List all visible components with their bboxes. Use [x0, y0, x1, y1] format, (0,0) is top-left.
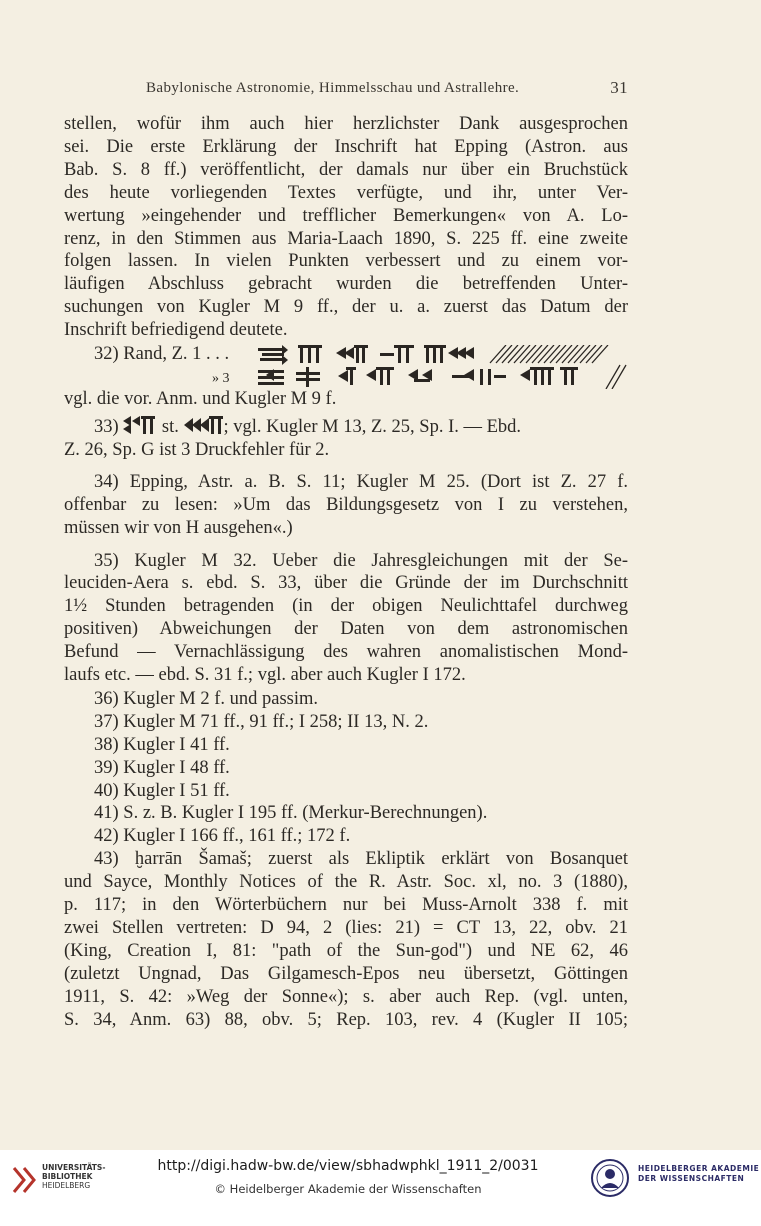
text-line: läufigen Abschluss gebracht wurden die betreffenden Unter- — [64, 274, 628, 295]
text-line: 36) Kugler M 2 f. und passim. — [94, 688, 319, 709]
text-line: 38) Kugler I 41 ff. — [94, 734, 230, 755]
note-32-text — [64, 388, 628, 411]
academy-line: HEIDELBERGER AKADEMIE — [638, 1164, 760, 1173]
text-line: 35) Kugler M 32. Ueber die Jahresgleichungen mit der Se- — [94, 550, 628, 571]
text-line: 40) Kugler I 51 ff. — [94, 780, 230, 801]
library-logo-icon — [10, 1164, 38, 1196]
text-line: Inschrift befriedigend deutete. — [64, 320, 288, 341]
text-line: 1911, S. 42: »Weg der Sonne«); s. aber auch Rep. (vgl. unten, — [64, 986, 628, 1007]
library-line: HEIDELBERG — [42, 1181, 91, 1190]
text-line: 37) Kugler M 71 ff., 91 ff.; I 258; II 13, N. 2. — [94, 711, 429, 732]
text-line: des heute vorliegenden Textes verfügte, und ihr, unter Ver- — [64, 182, 628, 203]
text-line: wertung »eingehender und trefflicher Bemerkungen« von A. Lo- — [64, 205, 628, 226]
text-line: zwei Stellen vertreten: D 94, 2 (lies: 21) = CT 13, 22, obv. 21 — [64, 918, 628, 938]
text-line: 43) ḫarrān Šamaš; zuerst als Ekliptik erklärt von Bosanquet — [94, 849, 628, 870]
text-line: folgen lassen. In vielen Punkten verbessert und zu einem vor- — [64, 251, 628, 272]
text-line: laufs etc. — ebd. S. 31 f.; vgl. aber auch Kugler I 172. — [64, 665, 466, 686]
running-header — [64, 76, 628, 100]
note-35 — [64, 550, 628, 687]
text-line: S. 34, Anm. 63) 88, obv. 5; Rep. 103, rev. 4 (Kugler II 105; — [64, 1009, 628, 1030]
text-line: und Sayce, Monthly Notices of the R. Astr. Soc. xl, no. 3 (1880), — [64, 872, 628, 893]
text-line: offenbar zu lesen: »Um das Bildungsgesetz von I zu verstehen, — [64, 494, 628, 515]
text-line: vgl. die vor. Anm. und Kugler M 9 f. — [64, 389, 337, 410]
text-line: leuciden-Aera s. ebd. S. 33, über die Gründe der im Durchschnitt — [64, 573, 628, 594]
note-32-line3-label: » 3 — [212, 371, 230, 387]
notes-short — [64, 688, 628, 848]
library-name — [42, 1163, 105, 1190]
note-33 — [64, 416, 628, 462]
academy-name — [638, 1164, 759, 1184]
library-line: BIBLIOTHEK — [42, 1172, 93, 1181]
academy-line: DER WISSENSCHAFTEN — [638, 1174, 745, 1183]
note-43 — [64, 848, 628, 1031]
cuneiform-sign-icon — [258, 345, 628, 389]
text-line: (King, Creation I, 81: "path of the Sun-god") und NE 62, 46 — [64, 940, 628, 961]
text-line: p. 117; in den Wörterbüchern nur bei Muss-Arnolt 338 f. mit — [64, 895, 628, 916]
text-line: stellen, wofür ihm auch hier herzlichster Dank ausgesprochen — [64, 114, 628, 134]
academy-seal-icon — [590, 1158, 630, 1198]
text-line: müssen wir von H ausgehen«.) — [64, 517, 293, 538]
page-number: 31 — [610, 78, 628, 97]
note-34 — [64, 471, 628, 540]
cuneiform-sign-icon — [123, 416, 157, 434]
note-32-cuneiform — [64, 342, 628, 388]
text-line — [64, 416, 628, 439]
text-line: positiven) Abweichungen der Daten von dem astronomischen — [64, 619, 628, 640]
text-line: renz, in den Stimmen aus Maria-Laach 1890, S. 225 ff. eine zweite — [64, 228, 628, 249]
cuneiform-sign-icon — [184, 416, 224, 434]
text-line: 34) Epping, Astr. a. B. S. 11; Kugler M 25. (Dort ist Z. 27 f. — [94, 471, 628, 492]
text-line: 42) Kugler I 166 ff., 161 ff.; 172 f. — [94, 826, 351, 847]
note-33-text: ; vgl. Kugler M 13, Z. 25, Sp. I. — Ebd. — [223, 416, 522, 437]
text-line: Z. 26, Sp. G ist 3 Druckfehler für 2. — [64, 439, 330, 460]
text-line: Befund — Vernachlässigung des wahren anomalistischen Mond- — [64, 642, 628, 663]
copyright-notice: © Heidelberger Akademie der Wissenschaften — [214, 1182, 482, 1196]
text-line: 41) S. z. B. Kugler I 195 ff. (Merkur-Berechnungen). — [94, 803, 488, 824]
text-line: (zuletzt Ungnad, Das Gilgamesch-Epos neu übersetzt, Göttingen — [64, 963, 628, 984]
viewer-footer — [0, 1150, 761, 1226]
text-line: suchungen von Kugler M 9 ff., der u. a. zuerst das Datum der — [64, 297, 628, 318]
header-title: Babylonische Astronomie, Himmelsschau und Astrallehre. — [146, 80, 520, 96]
text-line: 39) Kugler I 48 ff. — [94, 757, 230, 778]
paragraph — [64, 113, 628, 342]
text-line: Bab. S. 8 ff.) veröffentlicht, der damals nur über ein Bruchstück — [64, 159, 628, 180]
library-line: UNIVERSITÄTS- — [42, 1163, 106, 1172]
text-line: 1½ Stunden betragenden (in der obigen Neulichttafel durchweg — [64, 596, 628, 617]
note-33-number: 33) — [94, 416, 119, 437]
body-text — [64, 113, 628, 1032]
note-33-st: st. — [161, 416, 179, 437]
document-url-link[interactable]: http://digi.hadw-bw.de/view/sbhadwphkl_1911_2/0031 — [157, 1158, 539, 1174]
note-32-label: 32) Rand, Z. 1 . . . — [94, 344, 230, 365]
text-line: sei. Die erste Erklärung der Inschrift hat Epping (Astron. aus — [64, 136, 628, 157]
